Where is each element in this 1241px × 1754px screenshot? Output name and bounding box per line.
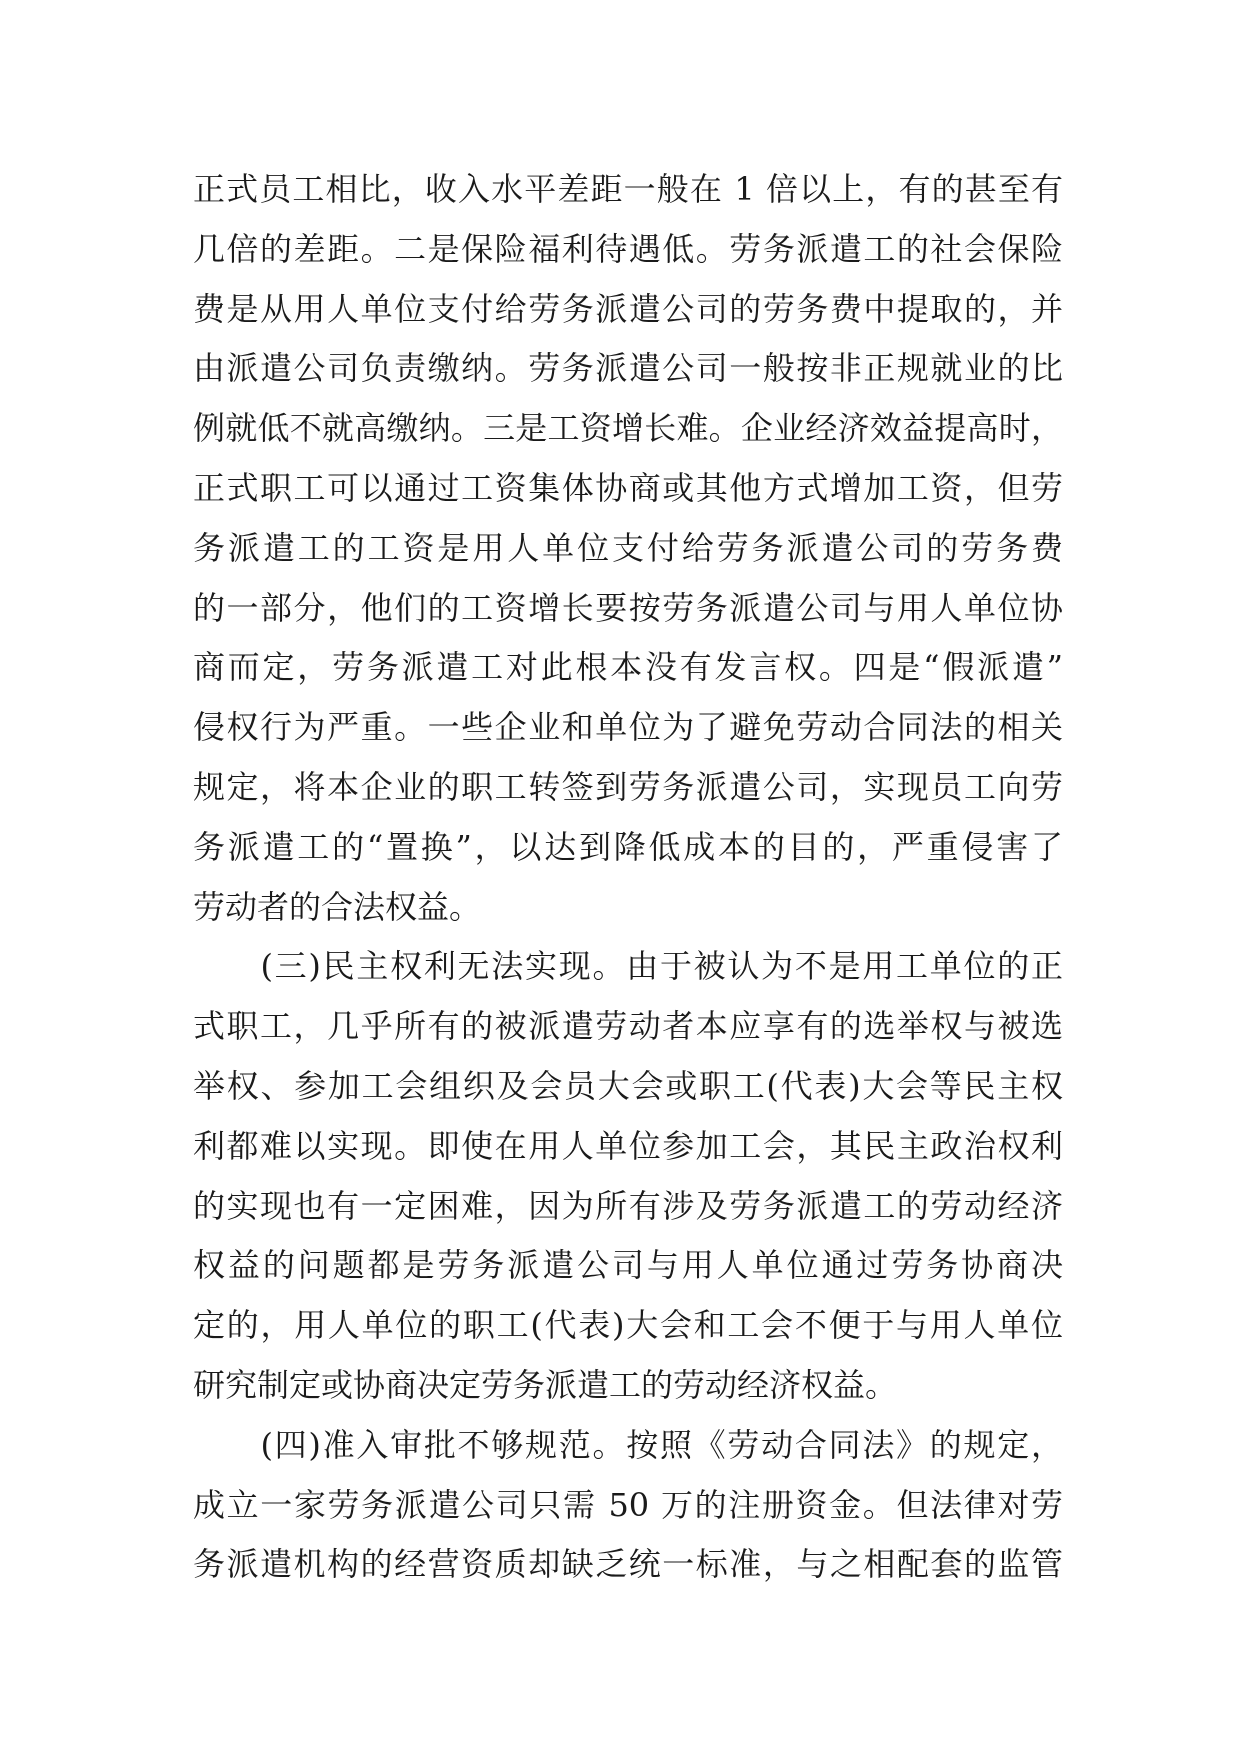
text-line: 费是从用人单位支付给劳务派遣公司的劳务费中提取的，并 — [193, 289, 1063, 328]
text-line: 务派遣工的“置换”，以达到降低成本的目的，严重侵害了 — [193, 827, 1063, 866]
text-line: 由派遣公司负责缴纳。劳务派遣公司一般按非正规就业的比 — [193, 349, 1063, 388]
text-line: 商而定，劳务派遣工对此根本没有发言权。四是“假派遣” — [193, 648, 1063, 687]
text-line: 的实现也有一定困难，因为所有涉及劳务派遣工的劳动经济 — [193, 1186, 1063, 1225]
text-line: 侵权行为严重。一些企业和单位为了避免劳动合同法的相关 — [193, 708, 1063, 747]
text-line: (三)民主权利无法实现。由于被认为不是用工单位的正 — [193, 947, 1063, 986]
text-line: 的一部分，他们的工资增长要按劳务派遣公司与用人单位协 — [193, 588, 1063, 627]
text-line: 务派遣机构的经营资质却缺乏统一标准，与之相配套的监管 — [193, 1545, 1063, 1584]
text-line: 权益的问题都是劳务派遣公司与用人单位通过劳务协商决 — [193, 1246, 1063, 1285]
text-line: 务派遣工的工资是用人单位支付给劳务派遣公司的劳务费 — [193, 528, 1063, 567]
text-line: 研究制定或协商决定劳务派遣工的劳动经济权益。 — [193, 1365, 898, 1404]
text-line: 劳动者的合法权益。 — [193, 887, 482, 926]
text-line: 成立一家劳务派遣公司只需 50 万的注册资金。但法律对劳 — [193, 1485, 1063, 1524]
text-line: 利都难以实现。即使在用人单位参加工会，其民主政治权利 — [193, 1126, 1063, 1165]
text-line: 正式员工相比，收入水平差距一般在 1 倍以上，有的甚至有 — [193, 170, 1063, 208]
text-line: 举权、参加工会组织及会员大会或职工(代表)大会等民主权 — [193, 1066, 1063, 1105]
text-line: 式职工，几乎所有的被派遣劳动者本应享有的选举权与被选 — [193, 1007, 1063, 1046]
text-line: 正式职工可以通过工资集体协商或其他方式增加工资，但劳 — [193, 468, 1063, 507]
text-line: 规定，将本企业的职工转签到劳务派遣公司，实现员工向劳 — [193, 767, 1063, 806]
text-line: (四)准入审批不够规范。按照《劳动合同法》的规定， — [193, 1425, 1063, 1464]
text-line: 几倍的差距。二是保险福利待遇低。劳务派遣工的社会保险 — [193, 229, 1063, 268]
text-line: 定的，用人单位的职工(代表)大会和工会不便于与用人单位 — [193, 1306, 1063, 1345]
body-text — [193, 160, 1063, 1595]
text-line: 例就低不就高缴纳。三是工资增长难。企业经济效益提高时， — [193, 409, 1063, 448]
